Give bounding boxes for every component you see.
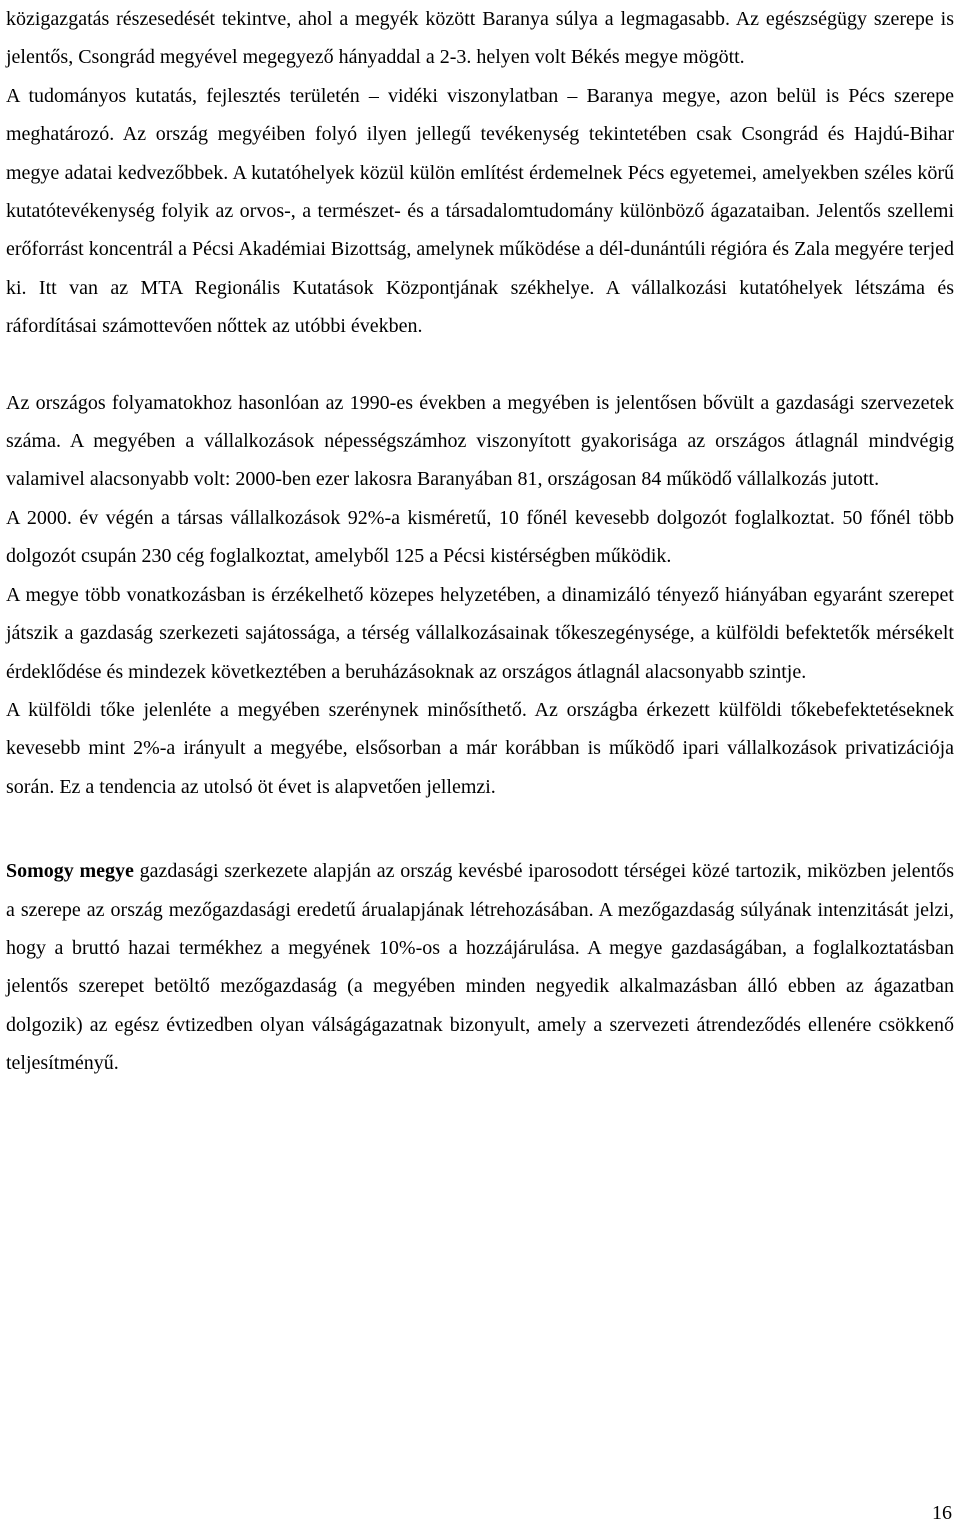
paragraph-gap: [6, 346, 954, 384]
paragraph-dynamics: A megye több vonatkozásban is érzékelhető közepes helyzetében, a dinamizáló tényező hiányában egyaránt szerepet játszik a gazdaság szerkezeti sajátossága, a térség vállalkozásainak tőkeszegénysége, a külföldi befektetők mérsékelt érdeklődése és mindezek következtében a beruházásoknak az országos átlagnál alacsonyabb szintje.: [6, 583, 954, 683]
paragraph-health-admin: közigazgatás részesedését tekintve, ahol a megyék között Baranya súlya a legmagasabb. Az egészségügy szerepe is jelentős, Csongrád megyével megegyező hányaddal a 2-3. helyen volt Békés megye mögött.: [6, 8, 954, 69]
page-number: 16: [932, 1502, 952, 1524]
paragraph-foreign-capital: A külföldi tőke jelenléte a megyében szerénynek minősíthető. Az országba érkezett külföldi tőkebefektetéseknek kevesebb mint 2%-a irányult a megyébe, elsősorban a már korábban is működő ipari vállalkozások privatizációja során. Ez a tendencia az utolsó öt évet is alapvetően jellemzi.: [6, 698, 954, 798]
somogy-heading: Somogy megye: [6, 860, 134, 883]
paragraph-enterprises: Az országos folyamatokhoz hasonlóan az 1990-es években a megyében is jelentősen bővült a gazdasági szervezetek száma. A megyében a vállalkozások népességszámhoz viszonyított gyakorisága az országos átlagnál mindvégig valamivel alacsonyabb volt: 2000-ben ezer lakosra Baranyában 81, országosan 84 működő vállalkozás jutott.: [6, 391, 954, 491]
paragraph-somogy: [6, 852, 954, 1082]
document-page: [6, 0, 954, 1083]
paragraph-research: A tudományos kutatás, fejlesztés területén – vidéki viszonylatban – Baranya megye, azon belül is Pécs szerepe meghatározó. Az ország megyéiben folyó ilyen jellegű tevékenység tekintetében csak Csongrád és Hajdú-Bihar megye adatai kedvezőbbek. A kutatóhelyek közül külön említést érdemelnek Pécs egyetemei, amelyekben széles körű kutatótevékenység folyik az orvos-, a természet- és a társadalomtudomány különböző ágazataiban. Jelentős szellemi erőforrást koncentrál a Pécsi Akadémiai Bizottság, amelynek működése a dél-dunántúli régióra és Zala megyére terjed ki. Itt van az MTA Regionális Kutatások Központjának székhelye. A vállalkozási kutatóhelyek létszáma és ráfordításai számottevően nőttek az utóbbi években.: [6, 84, 954, 338]
somogy-text: gazdasági szerkezete alapján az ország kevésbé iparosodott térségei közé tartozik, miközben jelentős a szerepe az ország mezőgazdasági eredetű árualapjának létrehozásában. A mezőgazdaság súlyának intenzitását jelzi, hogy a bruttó hazai termékhez a megyének 10%-os a hozzájárulása. A megye gazdaságában, a foglalkoztatásban jelentős szerepet betöltő mezőgazdaság (a megyében minden negyedik alkalmazásban álló ebben az ágazatban dolgozik) az egész évtizedben olyan válságágazatnak bizonyult, amely a szervezeti átrendeződés ellenére csökkenő teljesítményű.: [6, 860, 955, 1075]
paragraph-gap: [6, 806, 954, 852]
paragraph-company-size: A 2000. év végén a társas vállalkozások 92%-a kisméretű, 10 főnél kevesebb dolgozót foglalkoztat. 50 főnél több dolgozót csupán 230 cég foglalkoztat, amelyből 125 a Pécsi kistérségben működik.: [6, 506, 954, 568]
